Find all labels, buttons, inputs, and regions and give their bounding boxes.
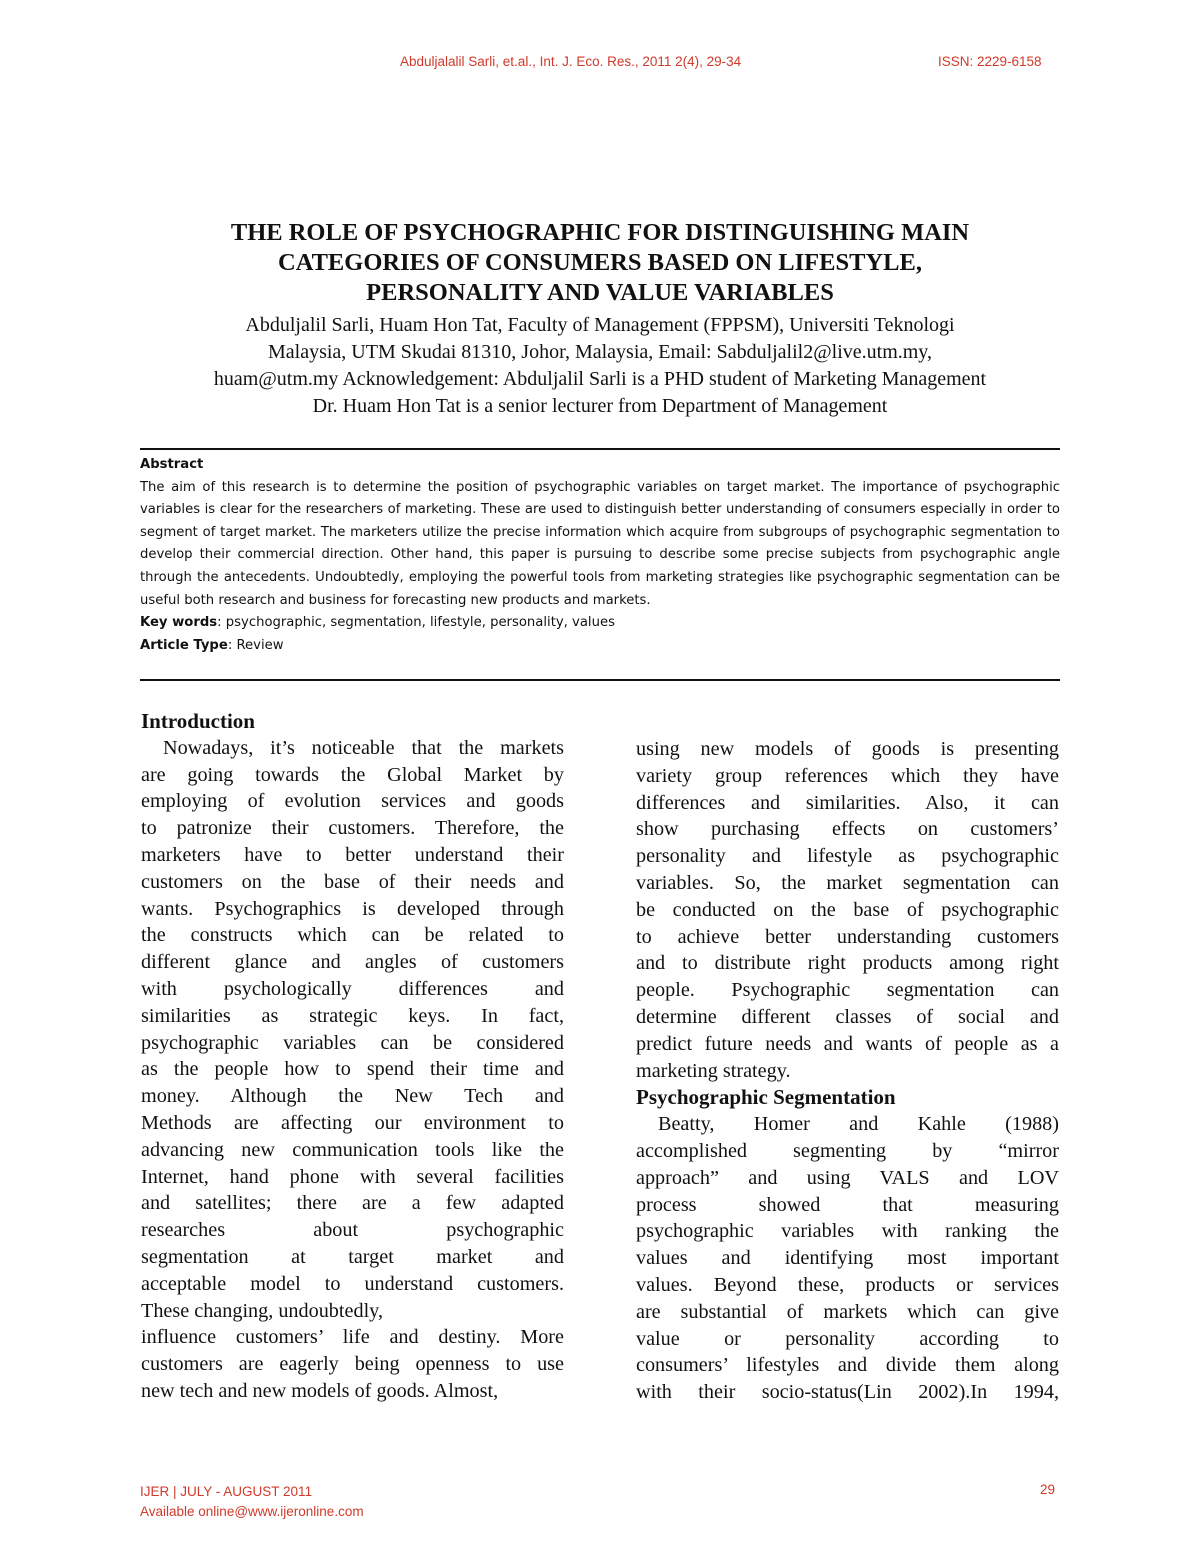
section-heading-introduction: Introduction xyxy=(141,709,255,733)
text-line: accomplished segmenting by “mirror xyxy=(636,1139,1059,1162)
text-line: Internet, hand phone with several facilities xyxy=(141,1165,564,1188)
footer-available-online: Available online@www.ijeronline.com xyxy=(140,1504,364,1519)
section-heading-psychographic-segmentation: Psychographic Segmentation xyxy=(636,1085,896,1110)
keywords-line xyxy=(140,612,1060,635)
text-line: as the people how to spend their time and xyxy=(141,1058,564,1081)
keywords-value: : psychographic, segmentation, lifestyle, personality, values xyxy=(217,615,615,631)
right-column-body xyxy=(636,736,1059,1084)
text-line: Nowadays, it’s noticeable that the markets xyxy=(163,736,564,759)
text-line: be conducted on the base of psychographic xyxy=(636,898,1059,921)
text-line: consumers’ lifestyles and divide them along xyxy=(636,1354,1059,1377)
text-line: different glance and angles of customers xyxy=(141,951,564,974)
text-line: Beatty, Homer and Kahle (1988) xyxy=(658,1113,1059,1136)
footer-journal: IJER | JULY - AUGUST 2011 xyxy=(140,1484,313,1499)
text-line: researches about psychographic xyxy=(141,1219,564,1242)
article-type-value: : Review xyxy=(227,637,284,653)
abstract xyxy=(140,454,1060,657)
text-line: acceptable model to understand customers. xyxy=(141,1272,564,1295)
text-line: predict future needs and wants of people as a xyxy=(636,1032,1059,1055)
text-line: and to distribute right products among right xyxy=(636,952,1059,975)
author-block xyxy=(130,312,1070,420)
text-line: and satellites; there are a few adapted xyxy=(141,1192,564,1215)
text-line: variety group references which they have xyxy=(636,764,1059,787)
text-line: personality and lifestyle as psychographic xyxy=(636,845,1059,868)
text-line: approach” and using VALS and LOV xyxy=(636,1166,1059,1189)
right-column-body-continued xyxy=(636,1111,1059,1406)
text-line: the constructs which can be related to xyxy=(141,924,564,947)
paper-title xyxy=(140,218,1060,308)
text-line: to achieve better understanding customers xyxy=(636,925,1059,948)
text-line: customers on the base of their needs and xyxy=(141,870,564,893)
title-line: CATEGORIES OF CONSUMERS BASED ON LIFESTYLE, xyxy=(278,249,922,276)
title-line: PERSONALITY AND VALUE VARIABLES xyxy=(366,279,834,306)
text-line: similarities as strategic keys. In fact, xyxy=(141,1004,564,1027)
text-line: segmentation at target market and xyxy=(141,1245,564,1268)
right-column xyxy=(636,736,1059,1406)
text-line: process showed that measuring xyxy=(636,1193,1059,1216)
running-head: Abduljalalil Sarli, et.al., Int. J. Eco. Res., 2011 2(4), 29-34 xyxy=(400,54,742,69)
text-line: advancing new communication tools like the xyxy=(141,1138,564,1161)
keywords-label: Key words xyxy=(140,615,218,631)
text-line: Methods are affecting our environment to xyxy=(141,1111,564,1134)
text-line: customers are eagerly being openness to use xyxy=(141,1353,564,1376)
text-line: money. Although the New Tech and xyxy=(141,1085,564,1108)
abstract-text: The aim of this research is to determine the position of psychographic variables on target market. The importance of psychographic variables is clear for the researchers of marketing. These are used to distinguish better understanding of consumers especially in order to segment of target market. The marketers utilize the precise information which acquire from subgroups of psychographic segmentation to develop their commercial direction. Other hand, this paper is pursuing to describe some precise subjects from psychographic angle through the antecedents. Undoubtedly, employing the powerful tools from marketing strategies like psychographic segmentation can be useful both research and business for forecasting new products and markets. xyxy=(140,479,1060,608)
title-line: THE ROLE OF PSYCHOGRAPHIC FOR DISTINGUISHING MAIN xyxy=(230,219,970,246)
text-line: with their socio-status(Lin 2002).In 1994, xyxy=(636,1381,1059,1404)
text-line: differences and similarities. Also, it can xyxy=(636,791,1059,814)
text-line: determine different classes of social and xyxy=(636,1005,1059,1028)
article-type-label: Article Type xyxy=(140,637,228,653)
text-line: with psychologically differences and xyxy=(141,977,564,1000)
text-line: marketers have to better understand their xyxy=(141,843,564,866)
abstract-bottom-rule xyxy=(140,679,1060,681)
left-column-body xyxy=(141,735,564,1405)
text-line: variables. So, the market segmentation can xyxy=(636,871,1059,894)
page-number: 29 xyxy=(1040,1482,1056,1497)
text-line: marketing strategy. xyxy=(636,1059,791,1082)
author-line: Malaysia, UTM Skudai 81310, Johor, Malaysia, Email: Sabduljalil2@live.utm.my, xyxy=(267,341,933,363)
text-line: to patronize their customers. Therefore, the xyxy=(141,817,564,840)
article-type-line xyxy=(140,635,1060,658)
text-line: using new models of goods is presenting xyxy=(636,738,1059,760)
left-column xyxy=(141,708,564,1405)
text-line: new tech and new models of goods. Almost, xyxy=(141,1379,499,1402)
text-line: employing of evolution services and goods xyxy=(141,790,564,813)
text-line: are going towards the Global Market by xyxy=(141,763,564,786)
text-line: are substantial of markets which can give xyxy=(636,1300,1059,1323)
text-line: wants. Psychographics is developed through xyxy=(141,897,564,920)
author-line: Dr. Huam Hon Tat is a senior lecturer from Department of Management xyxy=(312,395,888,417)
abstract-heading: Abstract xyxy=(140,457,204,472)
footer xyxy=(140,1482,364,1522)
text-line: values. Beyond these, products or services xyxy=(636,1273,1059,1296)
text-line: value or personality according to xyxy=(636,1327,1059,1350)
text-line: psychographic variables can be considered xyxy=(141,1031,564,1054)
text-line: people. Psychographic segmentation can xyxy=(636,979,1059,1002)
text-line: values and identifying most important xyxy=(636,1247,1059,1270)
author-line: Abduljalil Sarli, Huam Hon Tat, Faculty of Management (FPPSM), Universiti Teknologi xyxy=(245,314,955,336)
issn: ISSN: 2229-6158 xyxy=(938,54,1042,69)
text-line: influence customers’ life and destiny. More xyxy=(141,1326,564,1349)
text-line: psychographic variables with ranking the xyxy=(636,1220,1059,1243)
abstract-top-rule xyxy=(140,448,1060,450)
text-line: These changing, undoubtedly, xyxy=(141,1299,384,1322)
text-line: show purchasing effects on customers’ xyxy=(636,818,1059,841)
author-line: huam@utm.my Acknowledgement: Abduljalil Sarli is a PHD student of Marketing Management xyxy=(213,368,987,390)
